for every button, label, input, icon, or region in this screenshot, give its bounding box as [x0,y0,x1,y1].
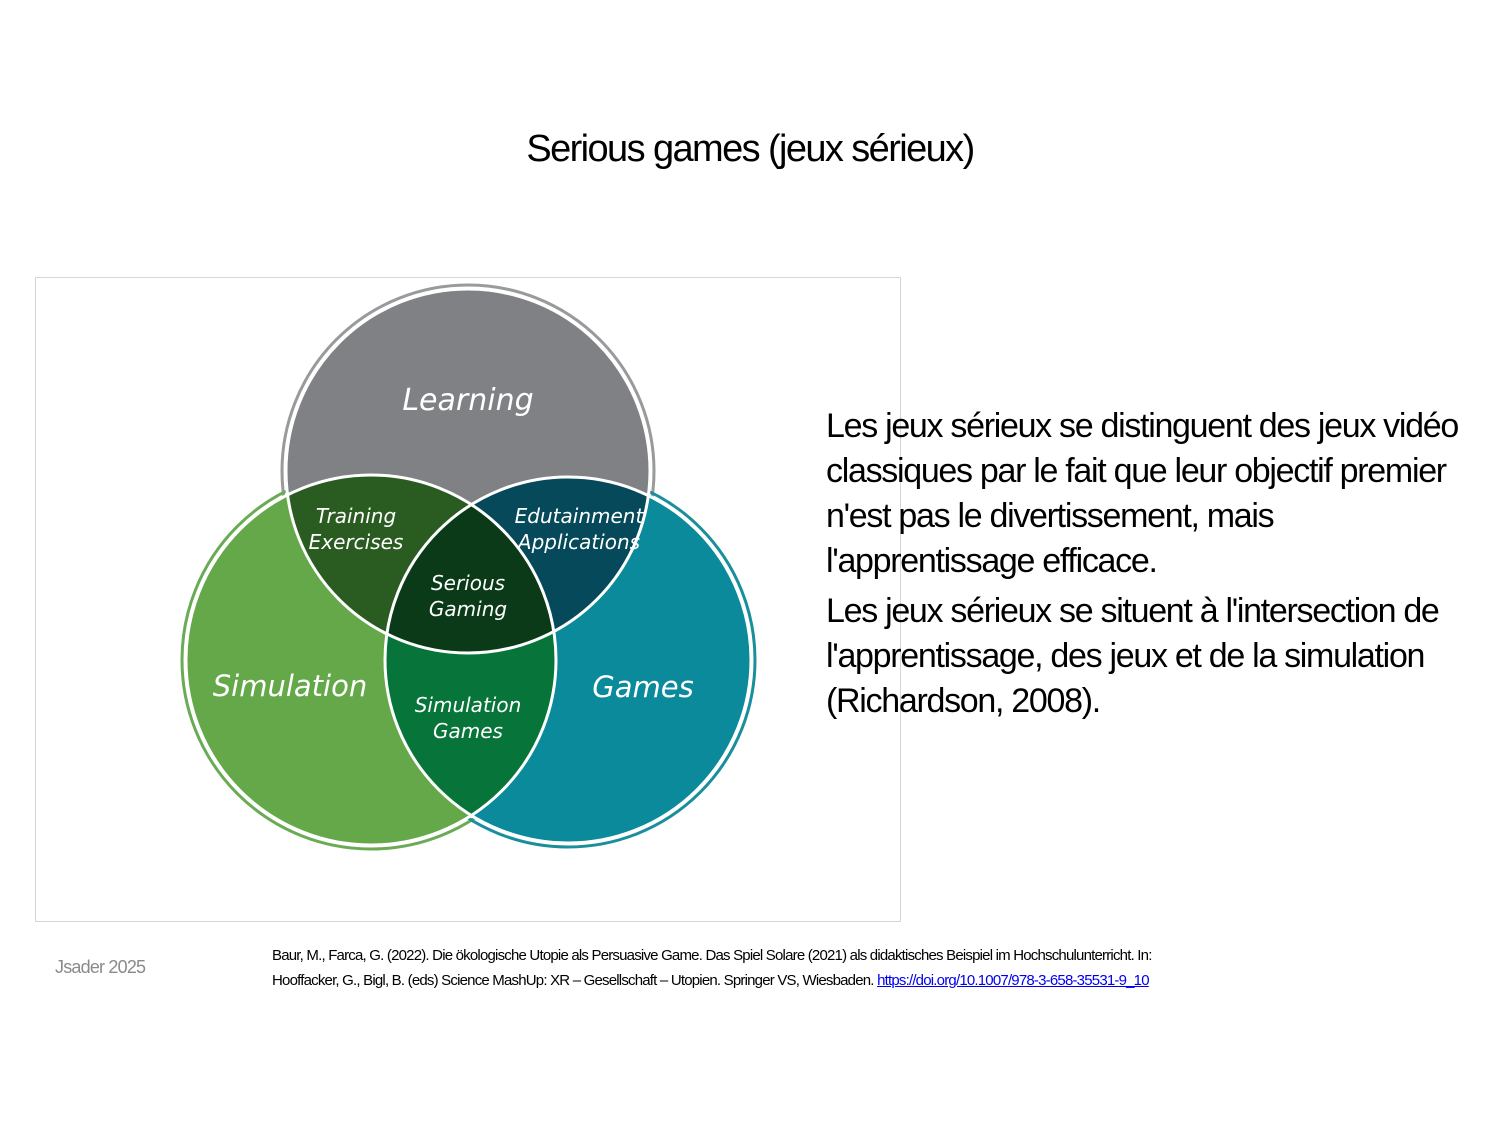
gaming-label: Gaming [428,597,508,621]
citation-line-2 [272,968,1272,993]
doi-link[interactable]: https://doi.org/10.1007/978-3-658-35531-9_10 [877,972,1149,989]
venn-diagram [36,278,900,921]
citation-line-2-text: Hooffacker, G., Bigl, B. (eds) Science MashUp: XR – Gesellschaft – Utopien. Springer VS, Wiesbaden. [272,972,874,989]
paragraph-2: Les jeux sérieux se situent à l'intersection de l'apprentissage, des jeux et de la simulation (Richardson, 2008). [826,592,1439,720]
exercises-label: Exercises [308,530,404,554]
serious-label: Serious [430,571,506,595]
simulation-label: Simulation [212,669,368,703]
games-label: Games [592,670,694,704]
citation-line-1: Baur, M., Farca, G. (2022). Die ökologische Utopie als Persuasive Game. Das Spiel Solare (2021) als didaktisches Beispiel im Hochschulunterricht. In: [272,947,1152,964]
venn-diagram-figure [35,277,901,922]
body-text [826,404,1476,729]
applications-label: Applications [517,530,641,554]
edutainment-label: Edutainment [514,504,644,528]
citation [272,943,1272,993]
learning-label: Learning [402,383,534,418]
simulation-games-label-1: Simulation [414,693,522,717]
slide-title: Serious games (jeux sérieux) [526,128,974,170]
author-footer: Jsader 2025 [55,957,146,977]
paragraph-1: Les jeux sérieux se distinguent des jeux vidéo classiques par le fait que leur objectif premier n'est pas le divertissement, mais l'apprentissage efficace. [826,407,1458,580]
simulation-games-label-2: Games [433,719,503,743]
training-label: Training [315,504,397,528]
